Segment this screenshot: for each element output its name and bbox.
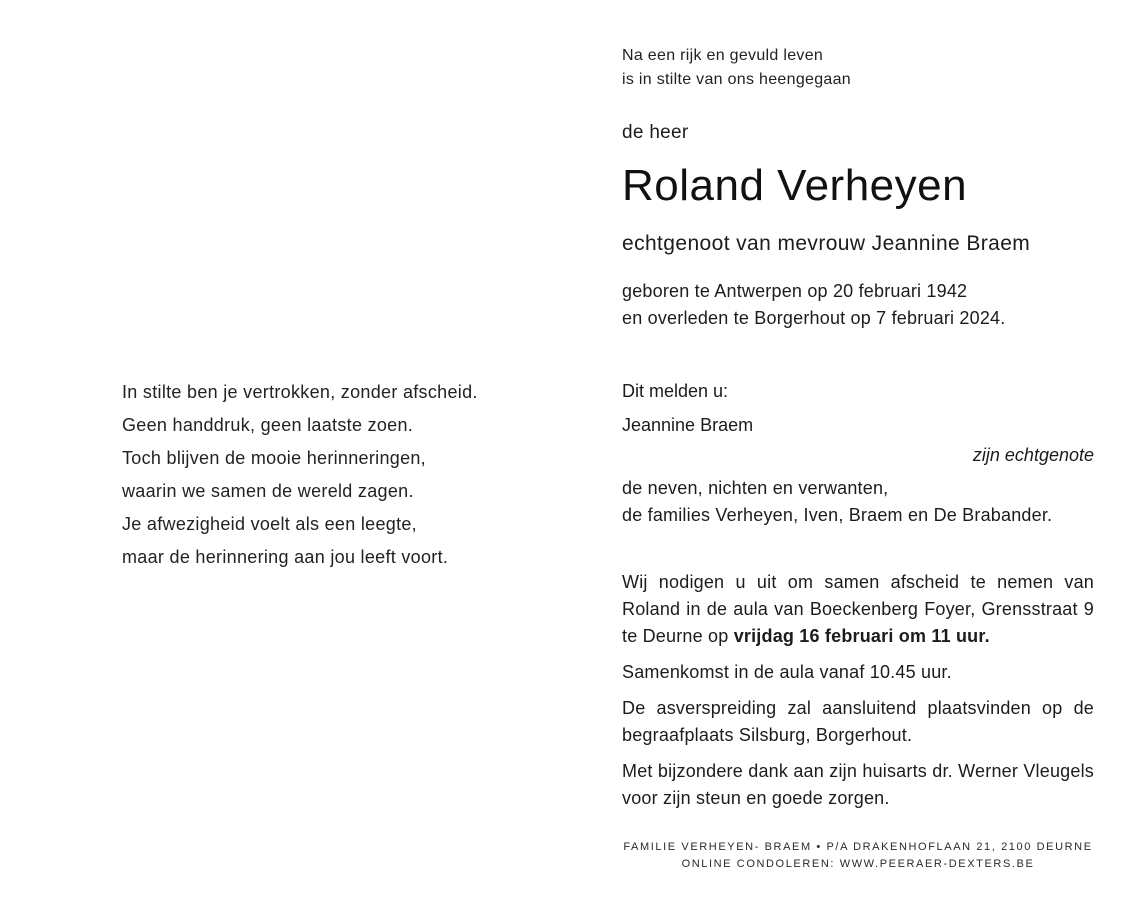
intro-line-2: is in stilte van ons heengegaan — [622, 71, 852, 88]
poem-line: In stilte ben je vertrokken, zonder afscheid. — [122, 382, 478, 402]
died-line: en overleden te Borgerhout op 7 februari 2024. — [622, 308, 1006, 328]
thanks-paragraph: Met bijzondere dank aan zijn huisarts dr. Werner Vleugels voor zijn steun en goede zorgen. — [622, 761, 1094, 808]
spouse-role: zijn echtgenote — [972, 445, 1094, 465]
deceased-name: Roland Verheyen — [622, 161, 968, 210]
intro-block — [622, 44, 1094, 92]
footer-block — [622, 839, 1094, 873]
poem-line: maar de herinnering aan jou leeft voort. — [122, 547, 449, 567]
salutation: de heer — [622, 122, 689, 143]
memorial-poem — [122, 376, 522, 574]
poem-line: waarin we samen de wereld zagen. — [122, 481, 414, 501]
family-line-1: de neven, nichten en verwanten, — [622, 478, 889, 498]
announcement-column — [622, 44, 1094, 873]
invitation-datetime: vrijdag 16 februari om 11 uur. — [733, 626, 990, 646]
invitation-text: Wij nodigen u uit om samen afscheid te nemen van Roland in de aula van Boeckenberg Foyer, Grensstraat 9 te Deurne op — [622, 572, 1094, 646]
poem-line: Geen handdruk, geen laatste zoen. — [122, 415, 414, 435]
ash-scattering-paragraph: De asverspreiding zal aansluitend plaatsvinden op de begraafplaats Silsburg, Borgerhout. — [622, 698, 1094, 745]
intro-line-1: Na een rijk en gevuld leven — [622, 47, 824, 64]
footer-condolence-url: ONLINE CONDOLEREN: WWW.PEERAER-DEXTERS.BE — [681, 858, 1035, 870]
poem-line: Je afwezigheid voelt als een leegte, — [122, 514, 417, 534]
footer-family-address: FAMILIE VERHEYEN- BRAEM • P/A DRAKENHOFLAAN 21, 2100 DEURNE — [623, 841, 1093, 853]
poem-line: Toch blijven de mooie herinneringen, — [122, 448, 426, 468]
family-block — [622, 475, 1094, 529]
relation-line: echtgenoot van mevrouw Jeannine Braem — [622, 232, 1031, 255]
invitation-paragraph — [622, 569, 1094, 650]
gathering-line: Samenkomst in de aula vanaf 10.45 uur. — [622, 662, 952, 682]
birth-death-dates — [622, 278, 1094, 332]
notification-heading: Dit melden u: — [622, 381, 729, 401]
born-line: geboren te Antwerpen op 20 februari 1942 — [622, 281, 968, 301]
spouse-name: Jeannine Braem — [622, 415, 754, 435]
family-line-2: de families Verheyen, Iven, Braem en De Brabander. — [622, 505, 1053, 525]
